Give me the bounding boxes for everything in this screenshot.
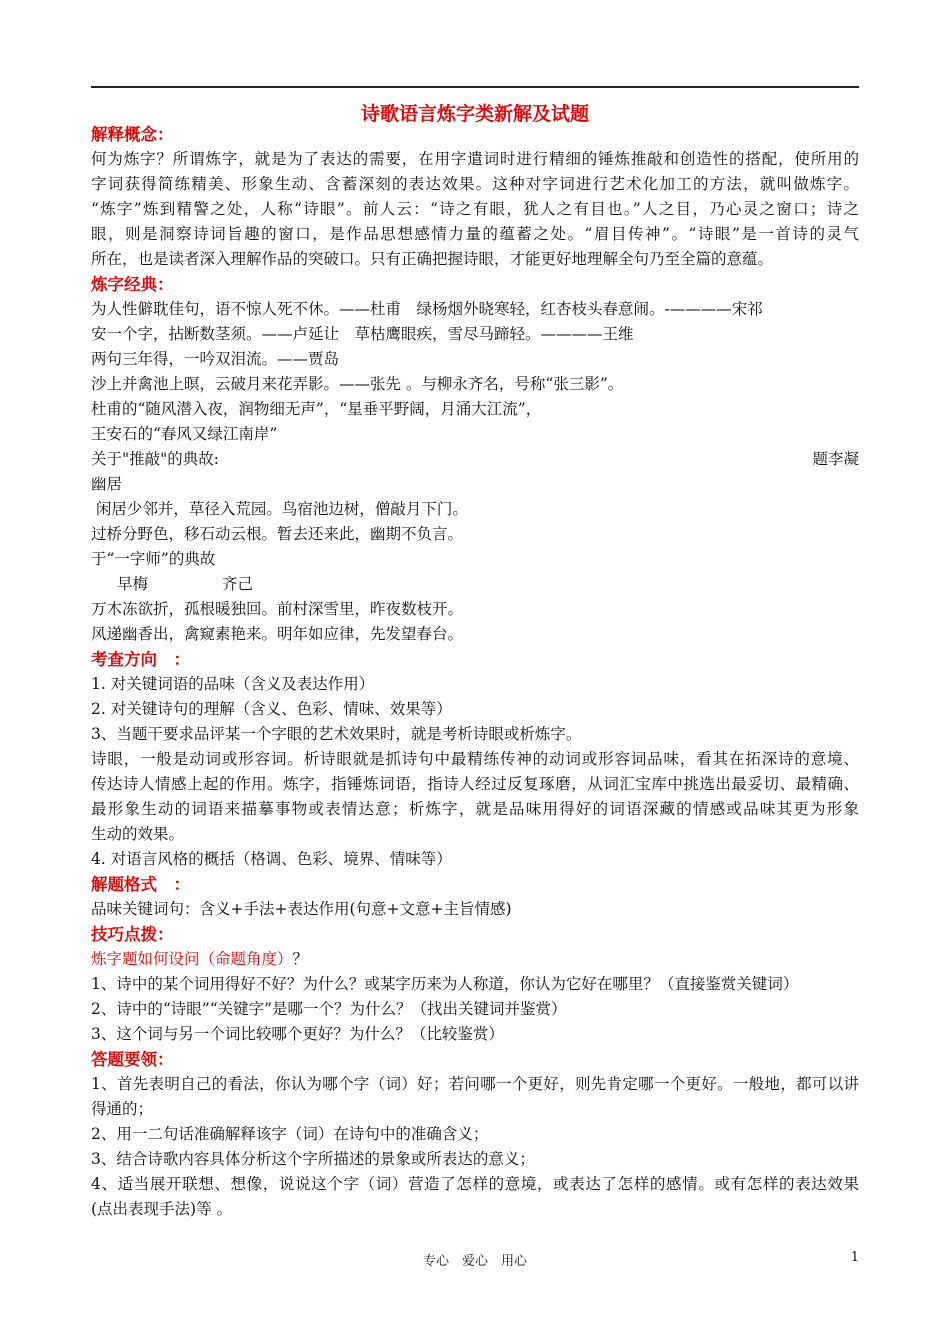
direction-line: 1. 对关键词语的品味（含义及表达作用） bbox=[91, 675, 375, 693]
section-heading-classic: 炼字经典： bbox=[91, 275, 174, 294]
tuiqiao-line: 幽居 bbox=[91, 475, 123, 493]
format-line: 品味关键词句：含义+手法+表达作用(句意+文意+主旨情感) bbox=[91, 900, 512, 918]
concept-line: 何为炼字？所谓炼字，就是为了表达的需要，在用字遣词时进行精细的锤炼推敲和创造性的搭配，使所用的 bbox=[91, 150, 859, 168]
tips-line: 3、这个词与另一个词比较哪个更好？为什么？（比较鉴赏） bbox=[91, 1025, 504, 1043]
direction-line: 4. 对语言风格的概括（格调、色彩、境界、情味等） bbox=[91, 850, 452, 868]
zaomei-title: 早梅 bbox=[117, 575, 149, 593]
section-heading-answer: 答题要领： bbox=[91, 1050, 174, 1069]
classic-line: 为人性僻耽佳句，语不惊人死不休。——杜甫 绿杨烟外晓寒轻，红杏枝头春意闹。-————宋祁 bbox=[91, 300, 763, 318]
poem-line: 过桥分野色，移石动云根。暂去还来此，幽期不负言。 bbox=[91, 525, 464, 543]
classic-line: 王安石的“春风又绿江南岸” bbox=[91, 425, 278, 443]
concept-line: 字词获得简练精美、形象生动、含蓄深刻的表达效果。这种对字词进行艺术化加工的方法，就叫做炼字。 bbox=[91, 175, 859, 193]
classic-line: 沙上并禽池上暝，云破月来花弄影。——张先 。与柳永齐名，号称“张三影”。 bbox=[91, 375, 624, 393]
poem-line: 闲居少邻并，草径入荒园。鸟宿池边树，僧敲月下门。 bbox=[91, 500, 468, 518]
answer-line: 2、用一二句话准确解释该字（词）在诗句中的准确含义； bbox=[91, 1125, 489, 1143]
section-heading-direction: 考查方向 ： bbox=[91, 650, 190, 669]
tips-subheading bbox=[91, 947, 859, 972]
classic-line: 安一个字，拈断数茎须。——卢延让 草枯鹰眼疾，雪尽马蹄轻。————王维 bbox=[91, 325, 634, 343]
shiyan-line: 传达诗人情感上起的作用。炼字，指锤炼词语，指诗人经过反复琢磨，从词汇宝库中挑选出最妥切、最精确、 bbox=[91, 775, 859, 793]
direction-line: 2. 对关键诗句的理解（含义、色彩、情味、效果等） bbox=[91, 700, 452, 718]
classic-line: 两句三年得，一吟双泪流。——贾岛 bbox=[91, 350, 340, 368]
tips-line: 2、诗中的“诗眼”“关键字”是哪一个？为什么？（找出关键词并鉴赏） bbox=[91, 1000, 567, 1018]
tips-subheading-tail: ？ bbox=[292, 950, 309, 968]
answer-line: 4、适当展开联想、想像，说说这个字（词）营造了怎样的意境，或表达了怎样的感情。或有怎样的表达效果 bbox=[91, 1175, 859, 1193]
zaomei-author: 齐己 bbox=[222, 575, 254, 593]
page-number: 1 bbox=[850, 1250, 859, 1265]
poem-title: 题李凝 bbox=[812, 450, 859, 468]
poem-line: 风递幽香出，禽窥素艳来。明年如应律，先发望春台。 bbox=[91, 625, 464, 643]
tuiqiao-row bbox=[91, 447, 859, 472]
section-heading-concept: 解释概念： bbox=[91, 125, 174, 144]
answer-line: 1、首先表明自己的看法，你认为哪个字（词）好；若问哪一个更好，则先肯定哪一个更好。一般地，都可以讲 bbox=[91, 1075, 859, 1093]
footer-motto: 专心 爱心 用心 bbox=[422, 1254, 527, 1269]
section-heading-format: 解题格式 ： bbox=[91, 875, 190, 894]
concept-line: 所在，也是读者深入理解作品的突破口。只有正确把握诗眼，才能更好地理解全句乃至全篇的意蕴。 bbox=[91, 250, 774, 268]
shiyan-line: 诗眼，一般是动词或形容词。析诗眼就是抓诗句中最精练传神的动词或形容词品味，看其在拓深诗的意境、 bbox=[91, 750, 859, 768]
tips-line: 1、诗中的某个词用得好不好？为什么？或某字历来为人称道，你认为它好在哪里？（直接鉴赏关键词） bbox=[91, 975, 799, 993]
classic-line: 杜甫的“随风潜入夜，润物细无声”，“星垂平野阔，月涌大江流”， bbox=[91, 400, 542, 418]
shiyan-line: 生动的效果。 bbox=[91, 825, 185, 843]
answer-line: 3、结合诗歌内容具体分析这个字所描述的景象或所表达的意义； bbox=[91, 1150, 535, 1168]
page-title: 诗歌语言炼字类新解及试题 bbox=[360, 103, 589, 125]
answer-line: 得通的； bbox=[91, 1100, 154, 1118]
poem-line: 万木冻欲折，孤根暖独回。前村深雪里，昨夜数枝开。 bbox=[91, 600, 464, 618]
top-rule bbox=[91, 86, 859, 88]
concept-line: 眼，则是洞察诗词旨趣的窗口，是作品思想感情力量的蕴蓄之处。“眉目传神”。“诗眼”是一首诗的灵气 bbox=[91, 225, 859, 243]
section-heading-tips: 技巧点拨： bbox=[91, 925, 174, 944]
answer-line: (点出表现手法)等 。 bbox=[91, 1200, 233, 1218]
yizishi-line: 于“一字师”的典故 bbox=[91, 550, 216, 568]
tips-subheading-red: 炼字题如何设问（命题角度） bbox=[91, 950, 293, 968]
tuiqiao-label: 关于"推敲"的典故: bbox=[91, 450, 219, 468]
concept-line: “炼字”炼到精警之处，人称“诗眼”。前人云：“诗之有眼，犹人之有目也。”人之目，乃心灵之窗口；诗之 bbox=[91, 200, 859, 218]
direction-line: 3、当题干要求品评某一个字眼的艺术效果时，就是考析诗眼或析炼字。 bbox=[91, 725, 582, 743]
shiyan-line: 最形象生动的词语来描摹事物或表情达意；析炼字，就是品味用得好的词语深藏的情感或品味其更为形象 bbox=[91, 800, 859, 818]
